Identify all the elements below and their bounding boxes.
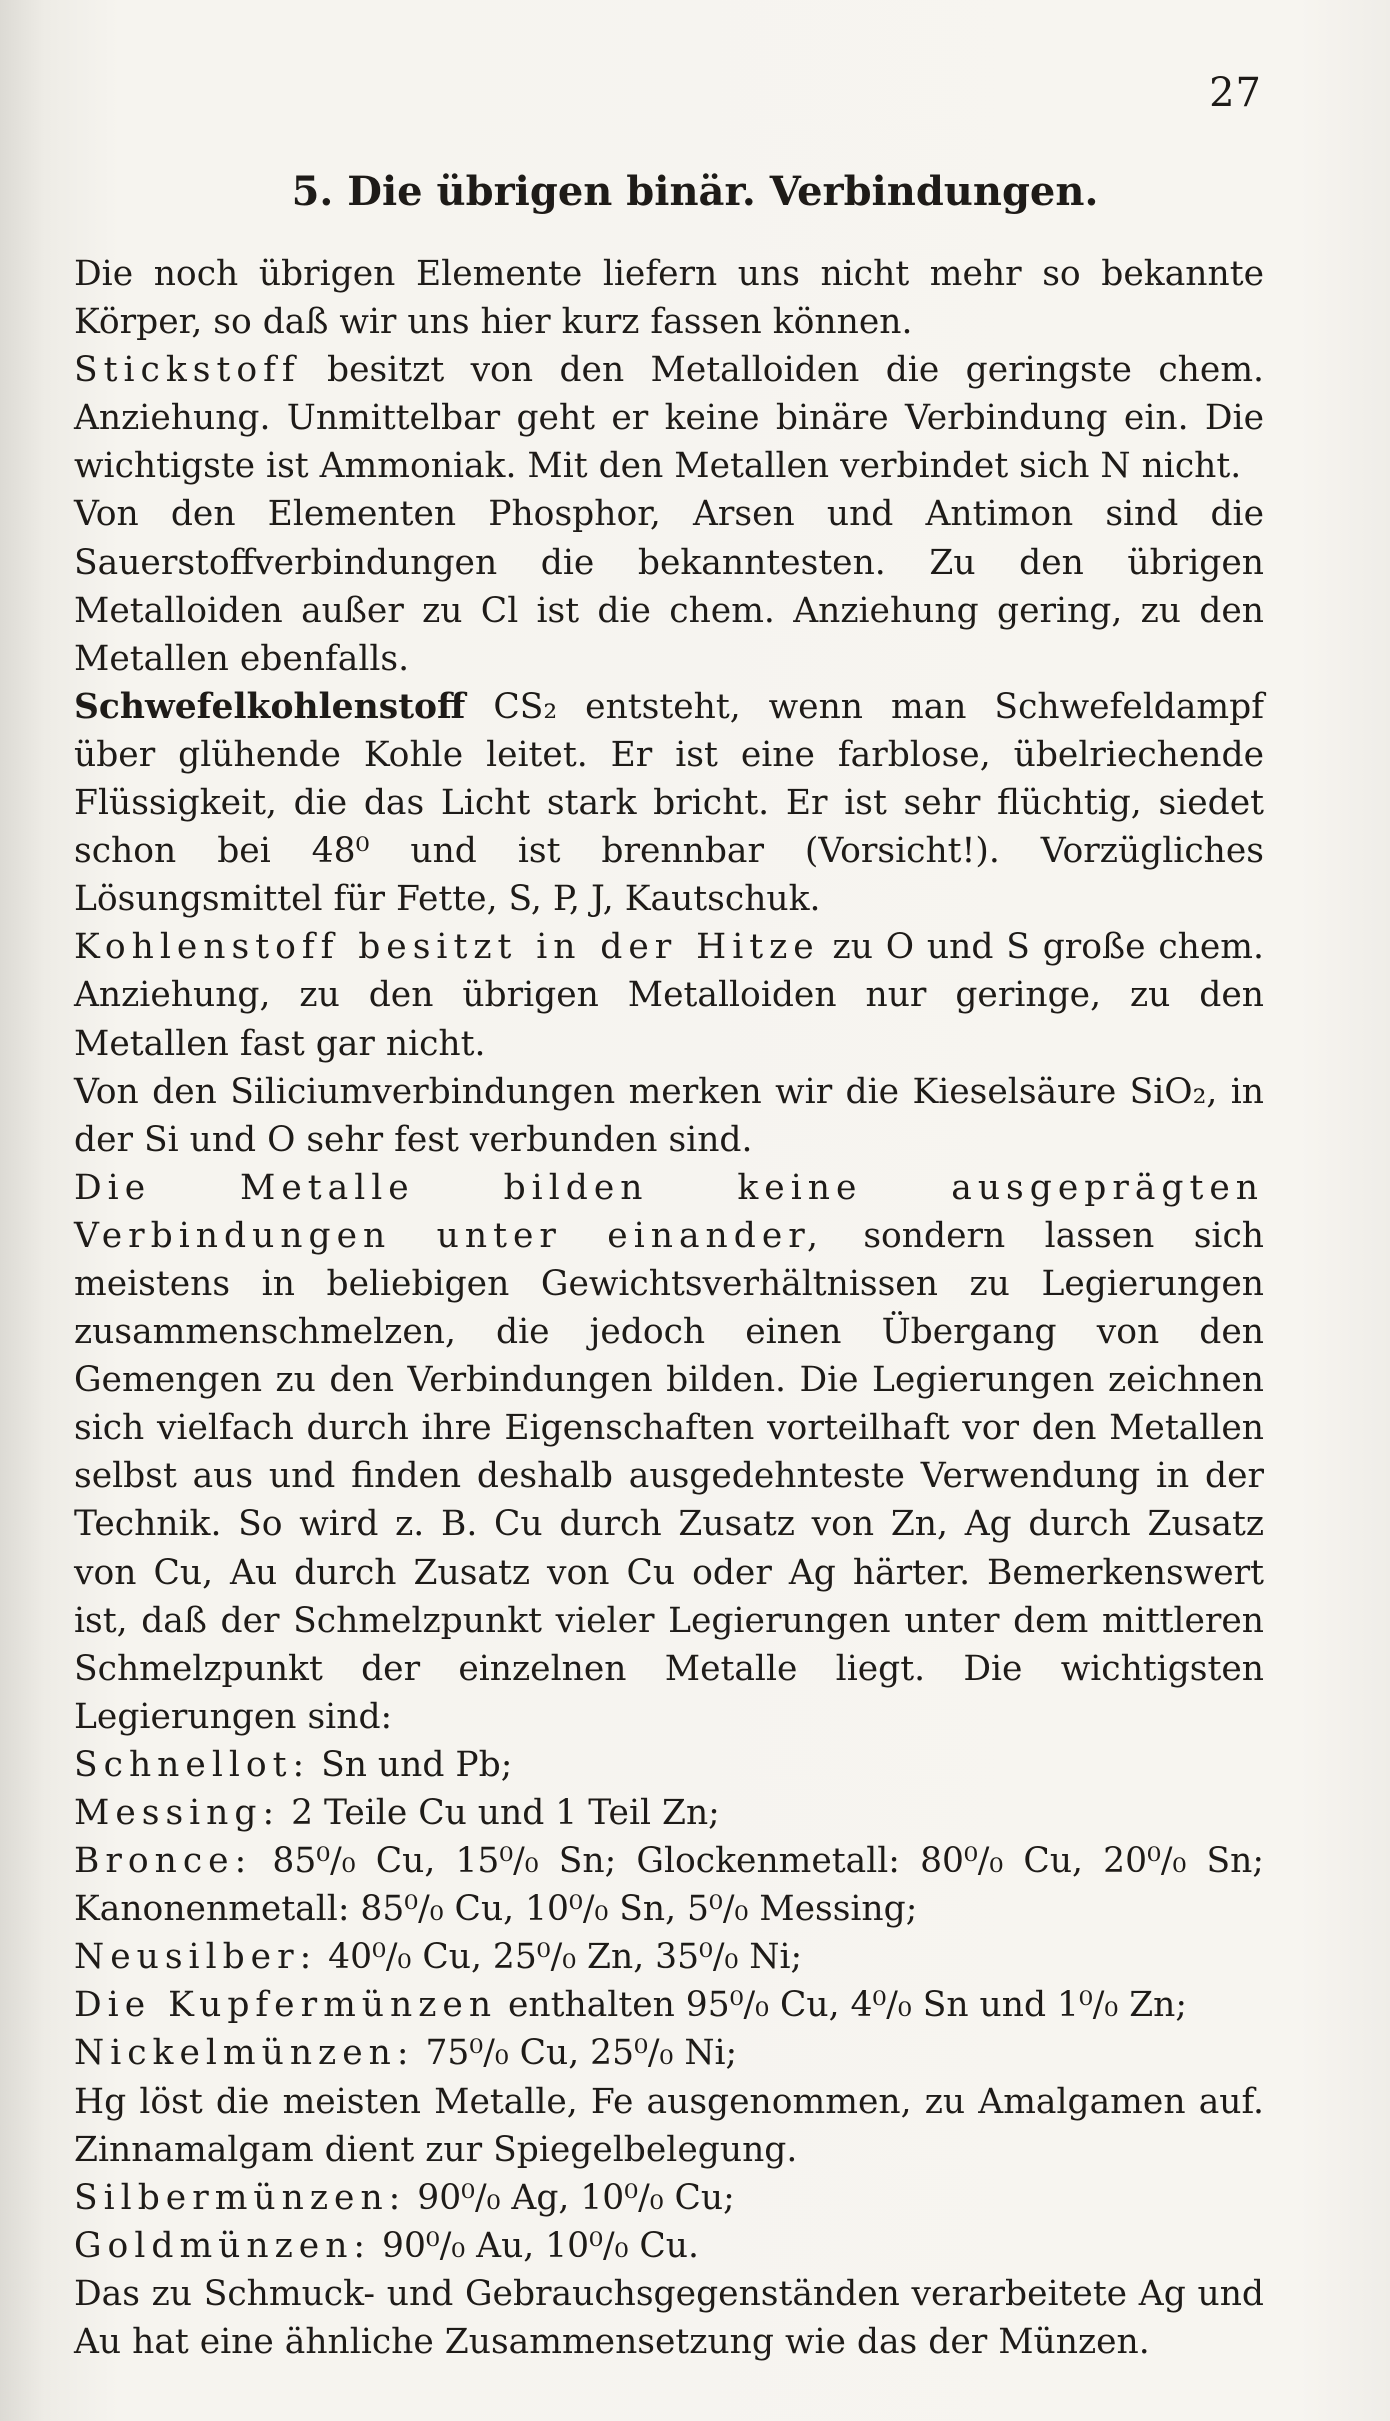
- term-goldmuenzen: Goldmünzen:: [74, 2225, 372, 2266]
- section-heading: 5. Die übrigen binär. Verbindungen.: [291, 168, 1099, 215]
- term-schnellot: Schnellot:: [74, 1744, 311, 1785]
- alloy-messing: Messing: 2 Teile Cu und 1 Teil Zn;: [74, 1793, 720, 1833]
- paragraph-schwefelkohlenstoff: Schwefelkohlenstoff CS₂ entsteht, wenn man Schwefeldampf über glühende Kohle leitet. Er ist eine farblose, übelriechende Flüssigkeit, die das Licht stark bricht. Er ist sehr flüchtig, siedet schon bei 48⁰ und ist brennbar (Vorsicht!). Vorzügliches Lösungsmittel für Fette, S, P, J, Kautschuk.: [74, 686, 1264, 920]
- alloy-bronce: Bronce: 85⁰/₀ Cu, 15⁰/₀ Sn; Glockenmetall: 80⁰/₀ Cu, 20⁰/₀ Sn; Kanonenmetall: 85⁰/₀ Cu, 10⁰/₀ Sn, 5⁰/₀ Messing;: [74, 1841, 1264, 1930]
- paragraph-stickstoff: Stickstoff besitzt von den Metalloiden die geringste chem. Anziehung. Unmittelbar geht er keine binäre Verbindung ein. Die wichtigste ist Ammoniak. Mit den Metallen verbindet sich N nicht.: [74, 350, 1264, 487]
- term-kohlenstoff: Kohlenstoff besitzt in der Hitze: [74, 927, 820, 968]
- alloy-kupfermuenzen: Die Kupfermünzen enthalten 95⁰/₀ Cu, 4⁰/₀ Sn und 1⁰/₀ Zn;: [74, 1985, 1188, 2026]
- term-bronce: Bronce:: [74, 1841, 253, 1882]
- paragraph-kohlenstoff: Kohlenstoff besitzt in der Hitze zu O und S große chem. Anziehung, zu den übrigen Metalloiden nur geringe, zu den Metallen fast gar nicht.: [74, 927, 1264, 1064]
- alloy-neusilber: Neusilber: 40⁰/₀ Cu, 25⁰/₀ Zn, 35⁰/₀ Ni;: [74, 1937, 803, 1978]
- alloy-nickelmuenzen: Nickelmünzen: 75⁰/₀ Cu, 25⁰/₀ Ni;: [74, 2033, 738, 2074]
- paragraph-metalle: Die Metalle bilden keine ausgeprägten Verbindungen unter einander, sondern lassen sich meistens in beliebigen Gewichtsverhältnissen zu Legierungen zusammenschmelzen, die jedoch einen Übergang von den Gemengen zu den Verbindungen bilden. Die Legierungen zeichnen sich vielfach durch ihre Eigenschaften vorteilhaft vor den Metallen selbst aus und finden deshalb ausgedehnteste Verwendung in der Technik. So wird z. B. Cu durch Zusatz von Zn, Ag durch Zusatz von Cu, Au durch Zusatz von Cu oder Ag härter. Bemerkenswert ist, daß der Schmelzpunkt vieler Legierungen unter dem mittleren Schmelzpunkt der einzelnen Metalle liegt. Die wichtigsten Legierungen sind:: [74, 1167, 1264, 1737]
- paragraph-amalgam: Hg löst die meisten Metalle, Fe ausgenommen, zu Amalgamen auf. Zinnamalgam dient zur Spiegelbelegung.: [74, 2081, 1264, 2170]
- term-schwefelkohlenstoff: Schwefelkohlenstoff: [74, 686, 466, 727]
- term-kupfermuenzen: Die Kupfermünzen: [74, 1985, 498, 2026]
- alloy-silbermuenzen: Silbermünzen: 90⁰/₀ Ag, 10⁰/₀ Cu;: [74, 2177, 735, 2218]
- paragraph-silicium: Von den Siliciumverbindungen merken wir die Kieselsäure SiO₂, in der Si und O sehr fest verbunden sind.: [74, 1071, 1264, 1160]
- term-messing: Messing:: [74, 1793, 281, 1833]
- paragraph-schmuck: Das zu Schmuck- und Gebrauchsgegenständen verarbeitete Ag und Au hat eine ähnliche Zusammensetzung wie das der Münzen.: [74, 2273, 1264, 2363]
- alloy-goldmuenzen: Goldmünzen: 90⁰/₀ Au, 10⁰/₀ Cu.: [74, 2225, 699, 2266]
- term-silbermuenzen: Silbermünzen:: [74, 2177, 407, 2218]
- term-stickstoff: Stickstoff: [74, 350, 301, 391]
- page-number: 27: [1209, 70, 1262, 116]
- paragraph-intro: Die noch übrigen Elemente liefern uns nicht mehr so bekannte Körper, so daß wir uns hier kurz fassen können.: [74, 254, 1264, 343]
- body-text: [74, 250, 1264, 2366]
- paragraph-phosphor: Von den Elementen Phosphor, Arsen und Antimon sind die Sauerstoffverbindungen die bekanntesten. Zu den übrigen Metalloiden außer zu Cl ist die chem. Anziehung gering, zu den Metallen ebenfalls.: [74, 494, 1264, 679]
- term-nickelmuenzen: Nickelmünzen:: [74, 2033, 415, 2074]
- term-metalle: Die Metalle bilden keine ausgeprägten Verbindungen unter einander,: [74, 1167, 1264, 1256]
- alloy-schnellot: Schnellot: Sn und Pb;: [74, 1744, 513, 1785]
- term-neusilber: Neusilber:: [74, 1937, 318, 1978]
